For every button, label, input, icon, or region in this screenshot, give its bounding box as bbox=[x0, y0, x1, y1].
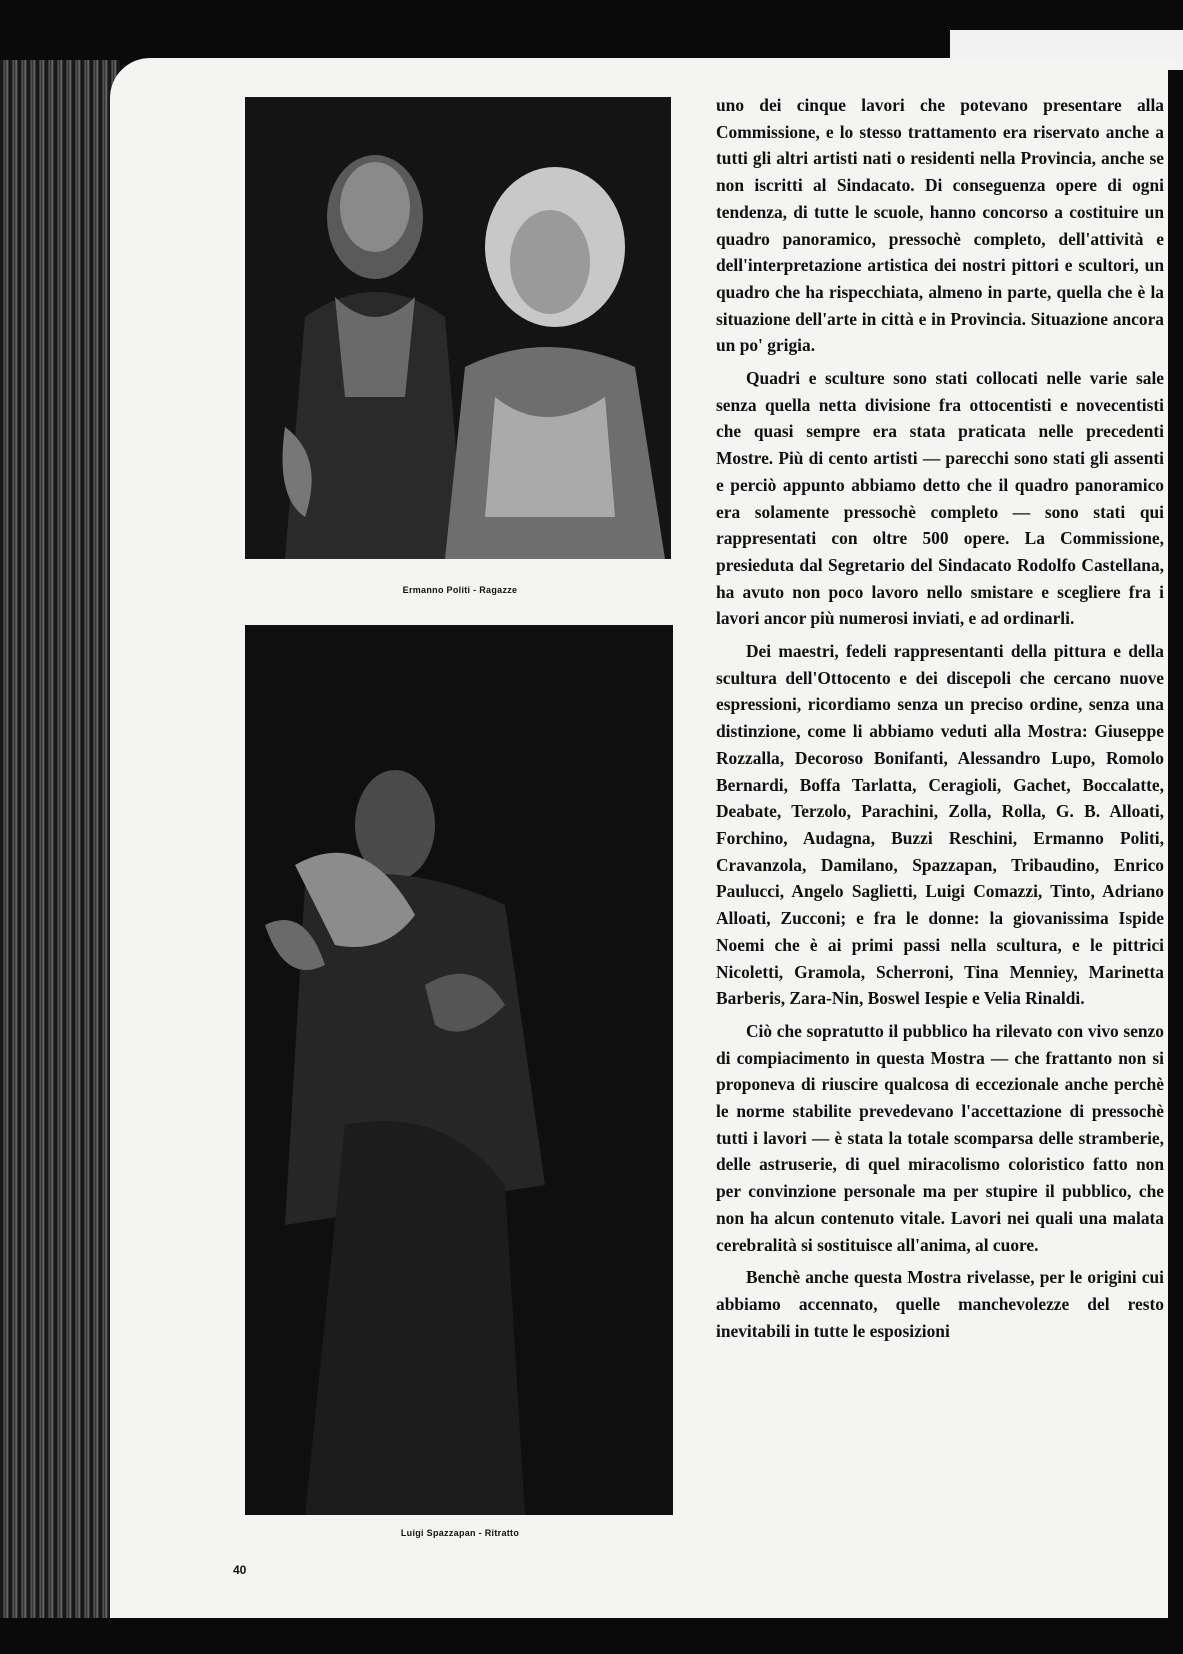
photo-ritratto bbox=[245, 625, 673, 1515]
article-paragraph: Dei maestri, fedeli rappresentanti della pittura e della scultura dell'Ottocento e dei discepoli che cercano nuove espressioni, ricordiamo senza un preciso ordine, senza una distinzione, come li abbiamo veduti alla Mostra: Giuseppe Rozzalla, Decoroso Bonifanti, Alessandro Lupo, Romolo Bernardi, Boffa Tarlatta, Ceragioli, Gachet, Boccalatte, Deabate, Terzolo, Parachini, Zolla, Rolla, G. B. Alloati, Forchino, Audagna, Buzzi Reschini, Ermanno Politi, Cravanzola, Damilano, Spazzapan, Tribaudino, Enrico Paulucci, Angelo Saglietti, Luigi Comazzi, Tinto, Adriano Alloati, Zucconi; e fra le donne: la giovanissima Ispide Noemi che è ai primi passi nella scultura, e le pittrici Nicoletti, Gramola, Scherroni, Tina Menniey, Marinetta Barberis, Zara-Nin, Boswel Iespie e Velia Rinaldi. bbox=[716, 641, 1164, 1009]
photo-caption: Luigi Spazzapan - Ritratto bbox=[400, 1528, 520, 1538]
page-stack-edges bbox=[0, 60, 120, 1620]
article-paragraph: Quadri e sculture sono stati collocati nelle varie sale senza quella netta divisione fra ottocentisti e novecentisti che quasi sempre era stata praticata nelle precedenti Mostre. Più di cento artisti — parecchi sono stati gli assenti e perciò appunto abbiamo detto che il quadro panoramico era solamente pressochè completo — sono stati qui rappresentati con oltre 500 opere. La Commissione, presieduta dal Segretario del Sindacato Rodolfo Castellana, ha avuto non poco lavoro nello smistare e scegliere fra i lavori ancor più numerosi inviati, e ad ordinarli. bbox=[716, 368, 1164, 629]
article-paragraph: uno dei cinque lavori che potevano presentare alla Commissione, e lo stesso trattamento era riservato anche a tutti gli altri artisti nati o residenti nella Provincia, anche se non iscritti al Sindacato. Di conseguenza opere di ogni tendenza, di tutte le scuole, hanno concorso a costituire un quadro panoramico, pressochè completo, dell'attività e dell'interpretazione artistica dei nostri pittori e scultori, un quadro che ha rispecchiata, almeno in parte, quella che è la situazione dell'arte in città e in Provincia. Situazione ancora un po' grigia. bbox=[716, 95, 1164, 356]
painting-portrait bbox=[245, 625, 673, 1515]
photo-ragazze bbox=[245, 97, 671, 559]
scan-border bbox=[1168, 70, 1183, 1654]
article-paragraph: Ciò che sopratutto il pubblico ha rilevato con vivo senzo di compiacimento in questa Mostra — che frattanto non si proponeva di riuscire qualcosa di eccezionale anche perchè le norme stabilite prevedevano l'accettazione di pressochè tutti i lavori — è stata la totale scomparsa delle stramberie, delle astruserie, di quel miracolismo coloristico fatto non per convinzione personale ma per stupire il pubblico, che non ha alcun contenuto vitale. Lavori nei quali una malata cerebralità si sostituisce all'anima, al cuore. bbox=[716, 1020, 1164, 1255]
painting-two-girls bbox=[245, 97, 671, 559]
page-number: 40 bbox=[233, 1563, 247, 1577]
article-text bbox=[716, 92, 1164, 1350]
article-paragraph: Benchè anche questa Mostra rivelasse, per le origini cui abbiamo accennato, quelle manchevolezze del resto inevitabili in tutte le esposizioni bbox=[716, 1267, 1164, 1341]
scan-border bbox=[0, 1618, 1183, 1654]
photo-caption: Ermanno Politi - Ragazze bbox=[402, 585, 518, 595]
